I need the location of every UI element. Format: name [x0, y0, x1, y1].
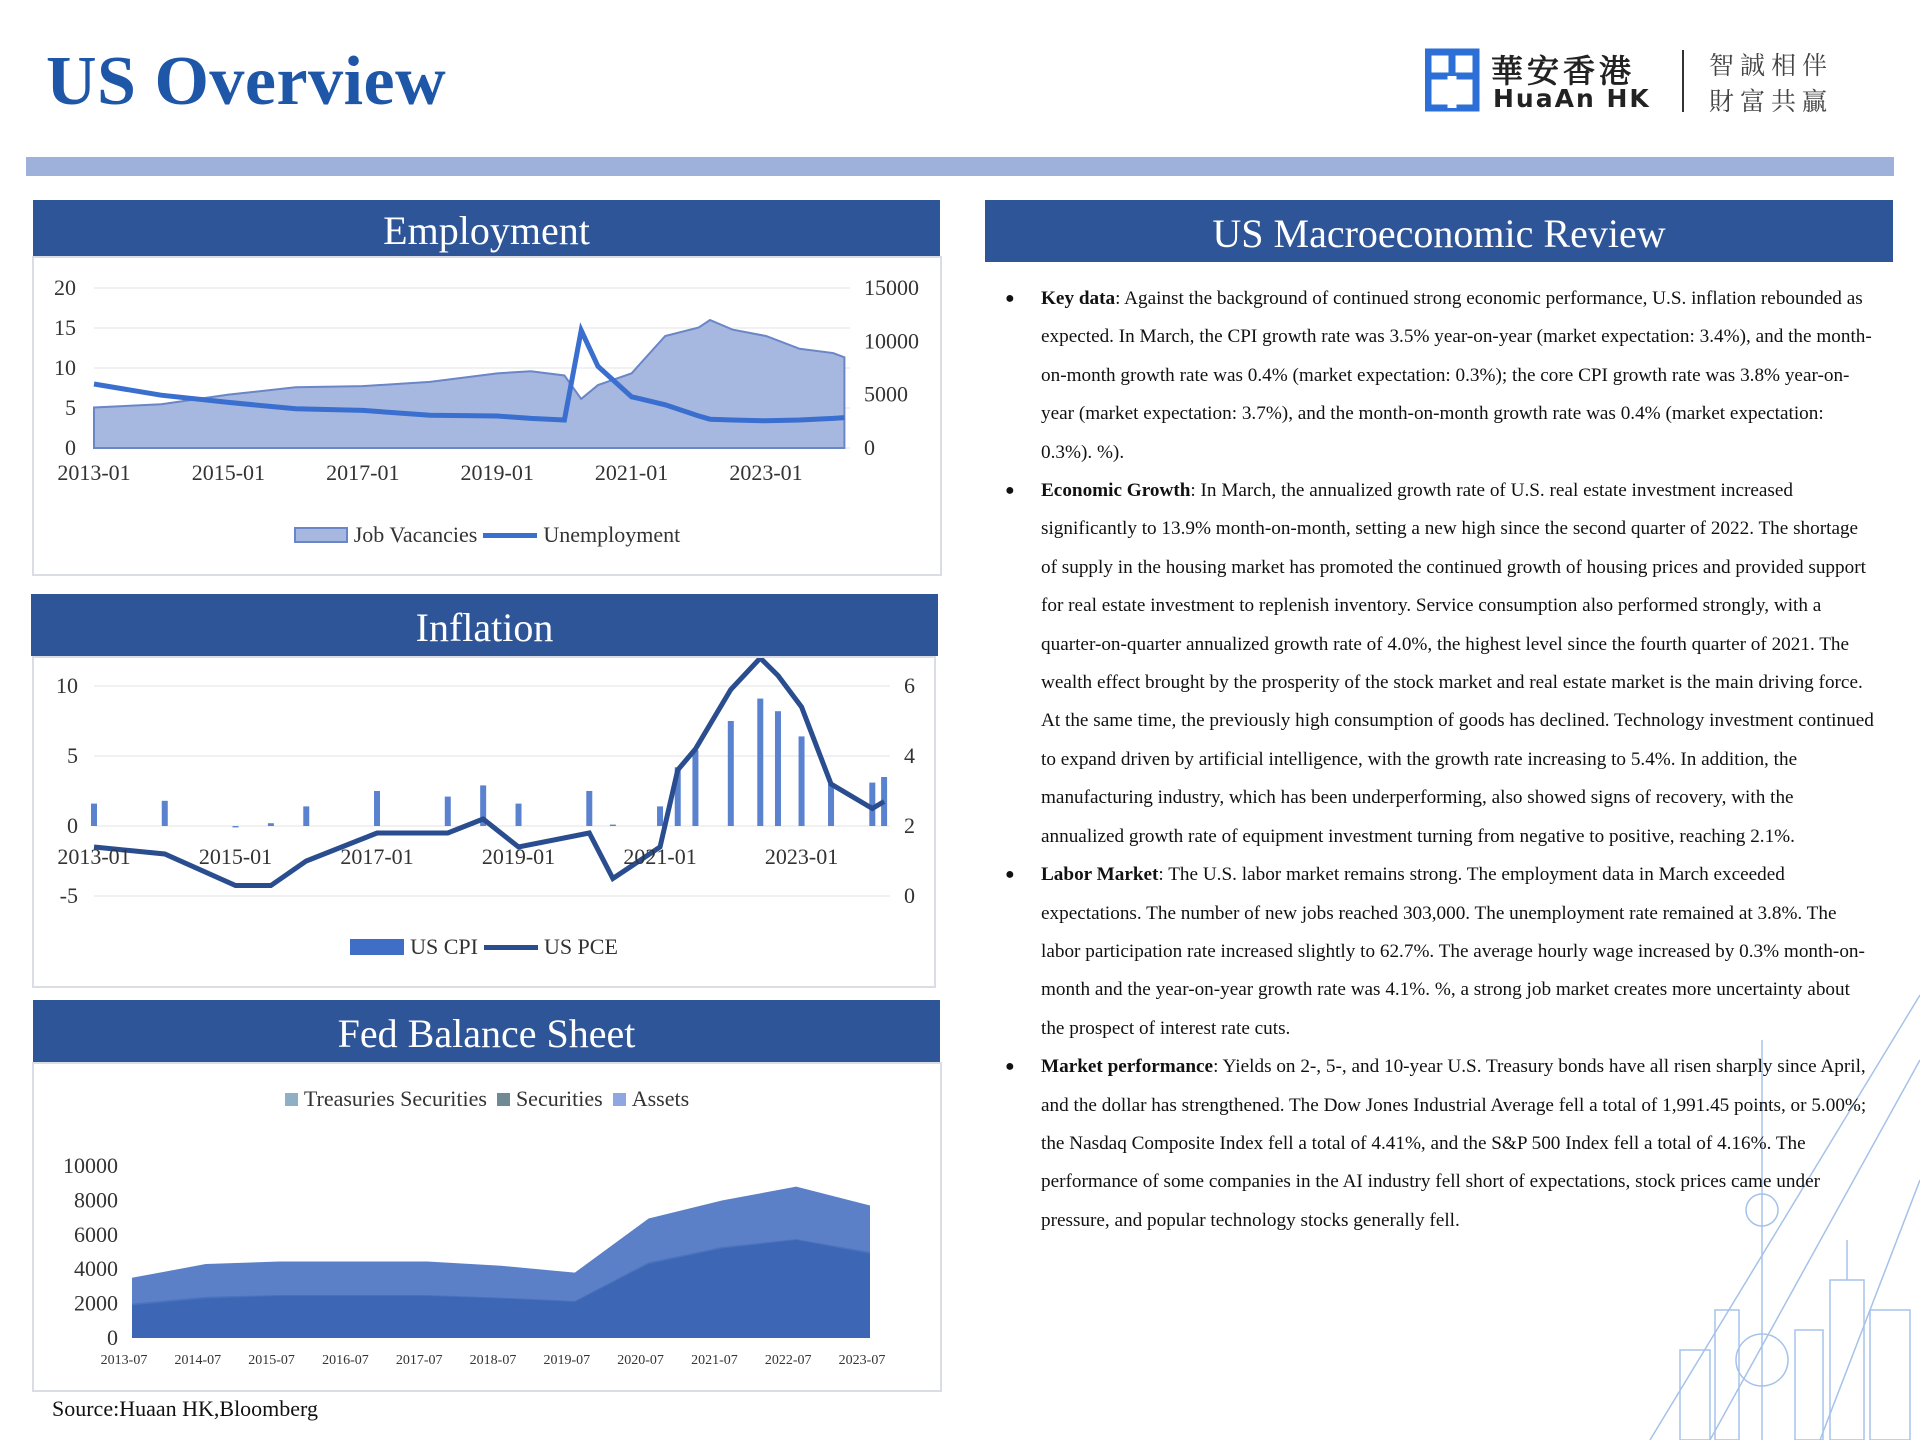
legend-job-vacancies: Job Vacancies [353, 522, 478, 547]
left-tick-label: 20 [54, 275, 76, 300]
logo-en-name: HuaAn HK [1493, 84, 1651, 113]
fed-chart [34, 1064, 940, 1390]
x-tick-label: 2021-01 [594, 460, 669, 485]
left-tick-label: 0 [65, 435, 76, 460]
y-tick-label: 10000 [63, 1153, 118, 1178]
employment-panel [32, 256, 942, 576]
x-tick-label: 2016-07 [322, 1353, 369, 1368]
legend-us-cpi: US CPI [410, 934, 478, 959]
page-title: US Overview [46, 43, 447, 120]
employment-header: Employment [33, 200, 940, 256]
review-heading: Labor Market [1041, 864, 1159, 886]
right-tick-label: 15000 [864, 275, 919, 300]
cpi-bar [869, 783, 875, 826]
legend-swatch-line [483, 533, 537, 538]
x-tick-label: 2013-01 [57, 844, 131, 869]
x-tick-label: 2021-07 [691, 1353, 738, 1368]
legend-securities: Securities [515, 1086, 603, 1111]
x-tick-label: 2019-07 [543, 1353, 591, 1368]
cpi-bar [445, 797, 451, 826]
legend-assets: Assets [631, 1086, 690, 1111]
cpi-bar [757, 699, 763, 826]
cpi-bar [657, 806, 663, 826]
cpi-bar [233, 826, 239, 827]
cpi-bar [374, 791, 380, 826]
x-tick-label: 2017-01 [326, 460, 400, 485]
left-tick-label: 0 [67, 813, 78, 838]
cpi-bar [516, 804, 522, 826]
logo-cn-name: 華安香港 [1491, 52, 1636, 90]
inflation-header: Inflation [31, 594, 938, 656]
x-tick-label: 2017-01 [340, 844, 414, 869]
cpi-bar [162, 801, 168, 826]
review-item-key-data [1005, 280, 1875, 472]
x-tick-label: 2019-01 [481, 844, 556, 869]
x-tick-label: 2023-01 [764, 844, 839, 869]
legend-swatch-treasuries [285, 1093, 298, 1106]
x-tick-label: 2023-01 [729, 460, 803, 485]
left-tick-label: 5 [67, 743, 78, 768]
x-tick-label: 2013-07 [100, 1353, 148, 1368]
y-tick-label: 4000 [74, 1256, 118, 1282]
x-tick-label: 2015-07 [248, 1353, 295, 1368]
source-note: Source:Huaan HK,Bloomberg [52, 1396, 318, 1421]
y-tick-label: 0 [107, 1325, 118, 1350]
review-item-labor-market [1005, 856, 1875, 1048]
y-tick-label: 6000 [74, 1221, 118, 1247]
x-tick-label: 2013-01 [57, 460, 131, 485]
review-text: : Against the background of continued strong economic performance, U.S. inflation rebounded as expected. In March, the CPI growth rate was 3.5% year-on-year (market expectation: 3.4%), and the month-on-month growth rate was 0.4% (market expectation: 0.3%); the core CPI growth rate was 3.8% year-on-year (market expectation: 3.7%), and the month-on-month growth rate was 0.4% (market expectation: 0.3%). %). [1041, 288, 1872, 463]
cpi-bar [303, 806, 309, 826]
x-tick-label: 2015-01 [198, 844, 273, 869]
right-tick-label: 6 [904, 673, 915, 698]
x-tick-label: 2020-07 [617, 1353, 664, 1368]
review-text: : The U.S. labor market remains strong. The employment data in March exceeded expectations. The number of new jobs reached 303,000. The unemployment rate remained at 3.8%. The labor participation rate increased slightly to 62.7%. The average hourly wage increased by 0.3% month-on-month and the year-on-year growth rate was 4.1%. %, a strong job market creates more uncertainty about the prospect of interest rate cuts. [1041, 864, 1865, 1039]
review-heading: Key data [1041, 288, 1116, 309]
cpi-bar [268, 823, 274, 826]
left-tick-label: -5 [59, 883, 78, 908]
cpi-bar [775, 711, 781, 826]
cpi-bar [728, 721, 734, 826]
review-item-market-performance [1005, 1048, 1875, 1240]
cpi-bar [610, 825, 616, 826]
cpi-bar [91, 804, 97, 826]
review-bullet-list [1005, 280, 1875, 1240]
legend-swatch-bar [350, 939, 404, 955]
cpi-bar [692, 750, 698, 826]
x-tick-label: 2014-07 [174, 1353, 222, 1368]
employment-legend [34, 522, 940, 548]
left-tick-label: 10 [54, 355, 76, 380]
right-tick-label: 4 [904, 743, 915, 768]
logo-slogan-2: 財富共贏 [1709, 87, 1834, 116]
x-tick-label: 2015-01 [191, 460, 266, 485]
review-heading: Market performance [1041, 1056, 1214, 1078]
logo-slogan-1: 智誠相伴 [1709, 51, 1834, 80]
cpi-bar [586, 791, 592, 826]
company-logo [1425, 46, 1845, 116]
legend-treasuries: Treasuries Securities [303, 1086, 487, 1111]
review-item-economic-growth [1005, 472, 1875, 856]
job-vacancies-area [94, 320, 844, 448]
fed-legend [34, 1086, 940, 1112]
review-text: : Yields on 2-, 5-, and 10-year U.S. Treasury bonds have all risen sharply since April, and the dollar has strengthened. The Dow Jones Industrial Average fell a total of 1,991.45 points, or 5.00%; the Nasdaq Composite Index fell a total of 4.41%, and the S&P 500 Index fell a total of 4.16%. The performance of some companies in the AI industry fell short of expectations, stock prices came under pressure, and popular technology stocks generally fell. [1041, 1056, 1867, 1231]
inflation-panel [32, 656, 936, 988]
right-tick-label: 5000 [864, 381, 908, 407]
right-tick-label: 2 [904, 813, 915, 838]
fed-panel [32, 1062, 942, 1392]
cpi-bar [828, 784, 834, 826]
header-divider-bar [26, 157, 1894, 176]
review-header: US Macroeconomic Review [985, 200, 1893, 262]
left-tick-label: 10 [56, 673, 78, 698]
x-tick-label: 2022-07 [764, 1353, 812, 1368]
legend-swatch-area [294, 527, 348, 543]
right-tick-label: 0 [864, 435, 875, 460]
legend-unemployment: Unemployment [543, 522, 681, 547]
x-tick-label: 2021-01 [623, 844, 697, 869]
x-tick-label: 2019-01 [460, 460, 534, 485]
review-text: : In March, the annualized growth rate of U.S. real estate investment increased significantly to 13.9% month-on-month, setting a new high since the second quarter of 2022. The shortage of supply in the housing market has promoted the continued growth of housing prices and provided support for real estate investment to replenish inventory. Service consumption also performed strongly, with a quarter-on-quarter annualized growth rate of 4.0%, the highest level since the fourth quarter of 2021. The wealth effect brought by the prosperity of the stock market and real estate market is the main driving force. At the same time, the previously high consumption of goods has declined. Technology investment continued to expand driven by artificial intelligence, with the growth rate increasing to 5.4%. In addition, the manufacturing industry, which has been underperforming, also showed signs of recovery, with the annualized growth rate of equipment investment turning from negative to positive, reaching 2.1%. [1041, 480, 1874, 847]
review-heading: Economic Growth [1041, 480, 1191, 502]
left-tick-label: 15 [54, 315, 76, 340]
y-tick-label: 2000 [74, 1290, 118, 1316]
x-tick-label: 2018-07 [469, 1353, 517, 1368]
left-tick-label: 5 [65, 395, 76, 420]
legend-swatch-assets [613, 1093, 626, 1106]
right-tick-label: 10000 [864, 328, 919, 354]
fed-header: Fed Balance Sheet [33, 1000, 940, 1062]
legend-us-pce: US PCE [543, 934, 618, 959]
y-tick-label: 8000 [74, 1187, 118, 1213]
right-tick-label: 0 [904, 883, 915, 908]
inflation-legend [34, 934, 934, 960]
x-tick-label: 2023-07 [838, 1353, 886, 1368]
x-tick-label: 2017-07 [395, 1353, 443, 1368]
cpi-bar [799, 736, 805, 826]
legend-swatch-securities [497, 1093, 510, 1106]
legend-swatch-pce-line [484, 945, 538, 950]
